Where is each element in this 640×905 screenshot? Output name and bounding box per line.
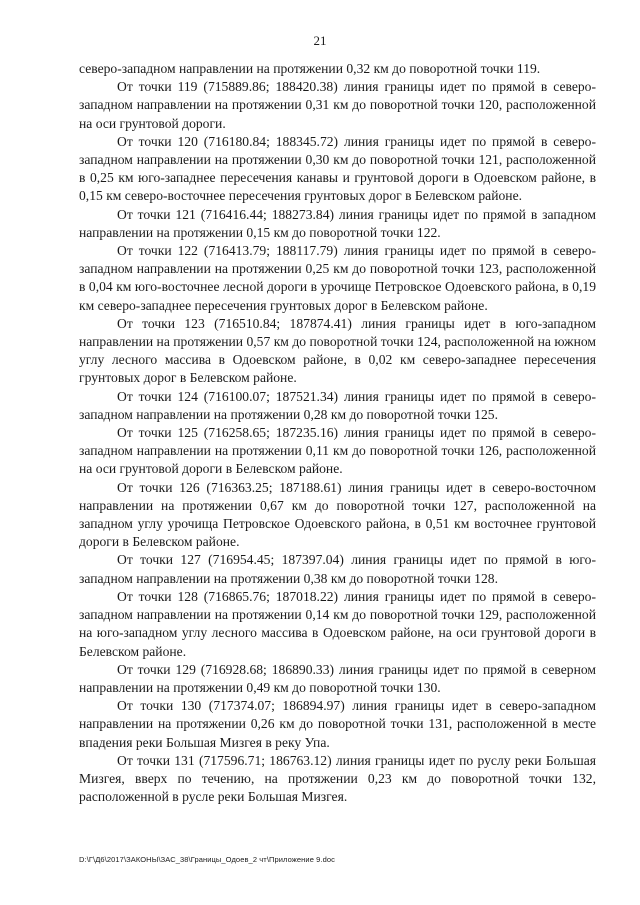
paragraph: От точки 129 (716928.68; 186890.33) линия границы идет по прямой в северном направлении на протяжении 0,49 км до поворотной точки 130. (79, 661, 596, 695)
paragraph: От точки 130 (717374.07; 186894.97) линия границы идет в северо-западном направлении на протяжении 0,26 км до поворотной точки 131, расположенной в месте впадения реки Большая Мизгея в реку Упа. (79, 698, 596, 750)
paragraph: От точки 120 (716180.84; 188345.72) линия границы идет по прямой в северо-западном направлении на протяжении 0,30 км до поворотной точки 121, расположенной в 0,25 км юго-западнее пересечения канавы и грунтовой дороги в Одоевском районе, в 0,15 км северо-восточнее пересечения грунтовых дорог в Белевском районе. (79, 133, 596, 204)
paragraph: От точки 119 (715889.86; 188420.38) линия границы идет по прямой в северо-западном направлении на протяжении 0,31 км до поворотной точки 120, расположенной на оси грунтовой дороги. (79, 79, 596, 131)
page-number: 21 (313, 33, 327, 48)
footer-file-path: D:\Г\Д6\2017\ЗАКОНЫ\ЗАС_38\Границы_Одоев_2 чт\Приложение 9.doc (79, 855, 336, 864)
paragraph: От точки 122 (716413.79; 188117.79) линия границы идет по прямой в северо-западном направлении на протяжении 0,25 км до поворотной точки 123, расположенной в 0,04 км юго-восточнее лесной дороги в урочище Петровское Одоевского района, в 0,19 км северо-западнее пересечения грунтовых дорог в Белевском районе. (79, 243, 596, 313)
paragraph: От точки 131 (717596.71; 186763.12) линия границы идет по руслу реки Большая Мизгея, вверх по течению, на протяжении 0,23 км до поворотной точки 132, расположенной в русле реки Большая Мизгея. (79, 752, 596, 805)
paragraph: От точки 121 (716416.44; 188273.84) линия границы идет по прямой в западном направлении на протяжении 0,15 км до поворотной точки 122. (79, 206, 596, 240)
paragraph: северо-западном направлении на протяжении 0,32 км до поворотной точки 119. (79, 61, 541, 76)
paragraph: От точки 124 (716100.07; 187521.34) линия границы идет по прямой в северо-западном направлении на протяжении 0,28 км до поворотной точки 125. (79, 388, 596, 422)
paragraph: От точки 128 (716865.76; 187018.22) линия границы идет по прямой в северо-западном направлении на протяжении 0,14 км до поворотной точки 129, расположенной на юго-западном углу лесного массива в Одоевском районе, на оси грунтовой дороги в Белевском районе. (79, 588, 596, 659)
paragraph: От точки 127 (716954.45; 187397.04) линия границы идет по прямой в юго-западном направлении на протяжении 0,38 км до поворотной точки 128. (79, 552, 596, 586)
paragraph: От точки 123 (716510.84; 187874.41) линия границы идет в юго-западном направлении на протяжении 0,57 км до поворотной точки 124, расположенной на южном углу лесного массива в Одоевском районе, в 0,02 км северо-западнее пересечения грунтовых дорог в Белевском районе. (79, 315, 596, 386)
paragraph: От точки 125 (716258.65; 187235.16) линия границы идет по прямой в северо-западном направлении на протяжении 0,11 км до поворотной точки 126, расположенной на оси грунтовой дороги в Белевском районе. (79, 425, 596, 477)
paragraph: От точки 126 (716363.25; 187188.61) линия границы идет в северо-восточном направлении на протяжении 0,67 км до поворотной точки 127, расположенной на западном углу урочища Петровское Одоевского района, в 0,51 км восточнее грунтовой дороги в Белевском районе. (79, 479, 596, 550)
document-body (79, 60, 596, 806)
